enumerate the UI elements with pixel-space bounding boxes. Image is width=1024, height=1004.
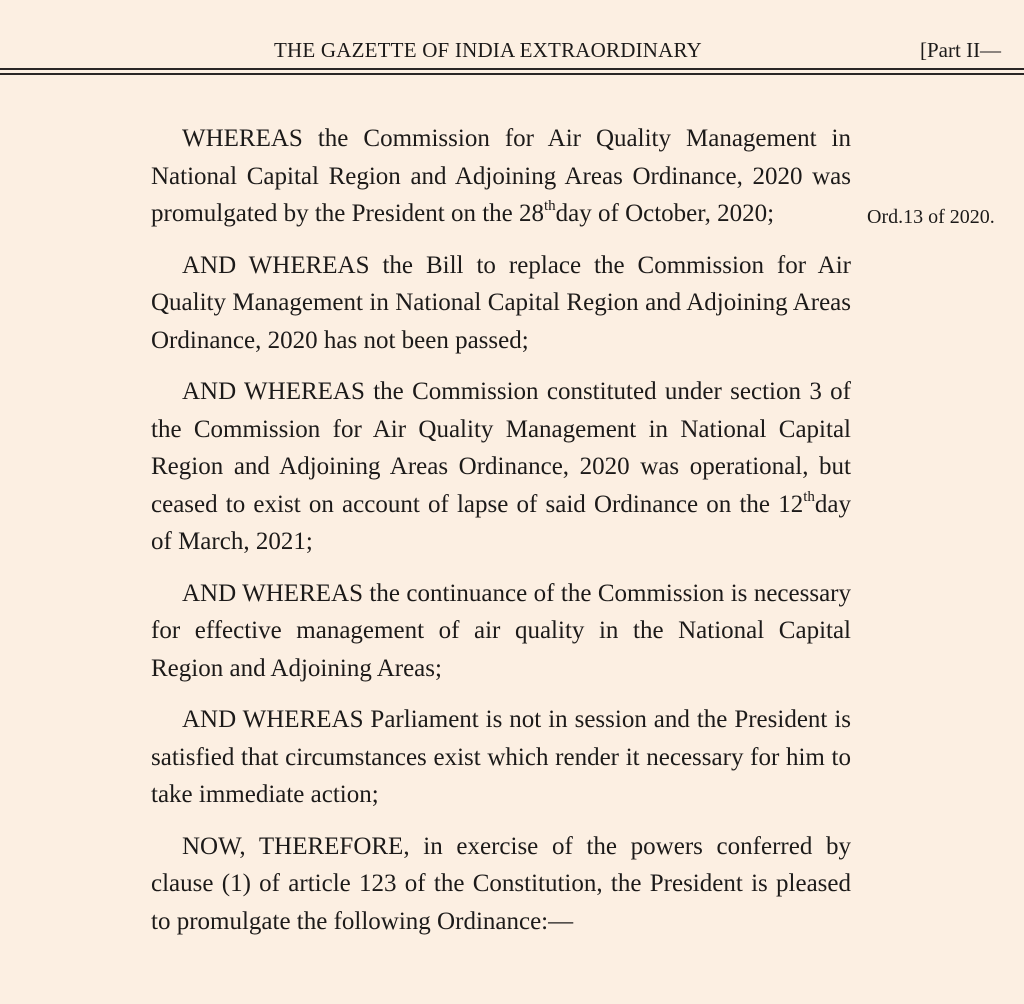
paragraph-text: WHEREAS the Commission for Air Quality Management in National Capital Region and Adjoining Areas Ordinance, 2020 was promulgated by the President on the 28 xyxy=(151,125,851,227)
paragraph-text: AND WHEREAS the Commission constituted under section 3 of the Commission for Air Quality Management in National Capital Region and Adjoining Areas Ordinance, 2020 was operational, but ceased to exist on account of lapse of said Ordinance on the 12 xyxy=(151,378,851,518)
paragraph-continuance-necessary: AND WHEREAS the continuance of the Commission is necessary for effective management of air quality in the National Capital Region and Adjoining Areas; xyxy=(151,579,851,682)
paragraph-text: day of October, 2020; xyxy=(555,200,775,227)
paragraph-text: day of March, 2021; xyxy=(151,490,851,555)
paragraph-now-therefore: NOW, THEREFORE, in exercise of the powers conferred by clause (1) of article 123 of the Constitution, the President is pleased to promulgate the following Ordinance:— xyxy=(151,832,851,935)
page-header xyxy=(0,0,1024,80)
paragraph-commission-ceased xyxy=(151,373,851,561)
preamble-body xyxy=(151,120,851,954)
ordinal-suffix: th xyxy=(543,198,556,214)
paragraph-whereas-promulgated xyxy=(151,120,851,233)
paragraph-bill-not-passed: AND WHEREAS the Bill to replace the Commission for Air Quality Management in National Capital Region and Adjoining Areas Ordinance, 2020 has not been passed; xyxy=(151,251,851,354)
part-label: [Part II— xyxy=(920,38,1002,62)
header-rule-top xyxy=(0,68,1024,70)
ordinal-suffix: th xyxy=(803,488,815,505)
paragraph-parliament-not-in-session: AND WHEREAS Parliament is not in session and the President is satisfied that circumstances exist which render it necessary for him to take immediate action; xyxy=(151,706,851,808)
gazette-title: THE GAZETTE OF INDIA EXTRAORDINARY xyxy=(274,38,702,62)
header-rule-bottom xyxy=(0,73,1024,75)
margin-note: Ord.13 of 2020. xyxy=(867,206,995,228)
